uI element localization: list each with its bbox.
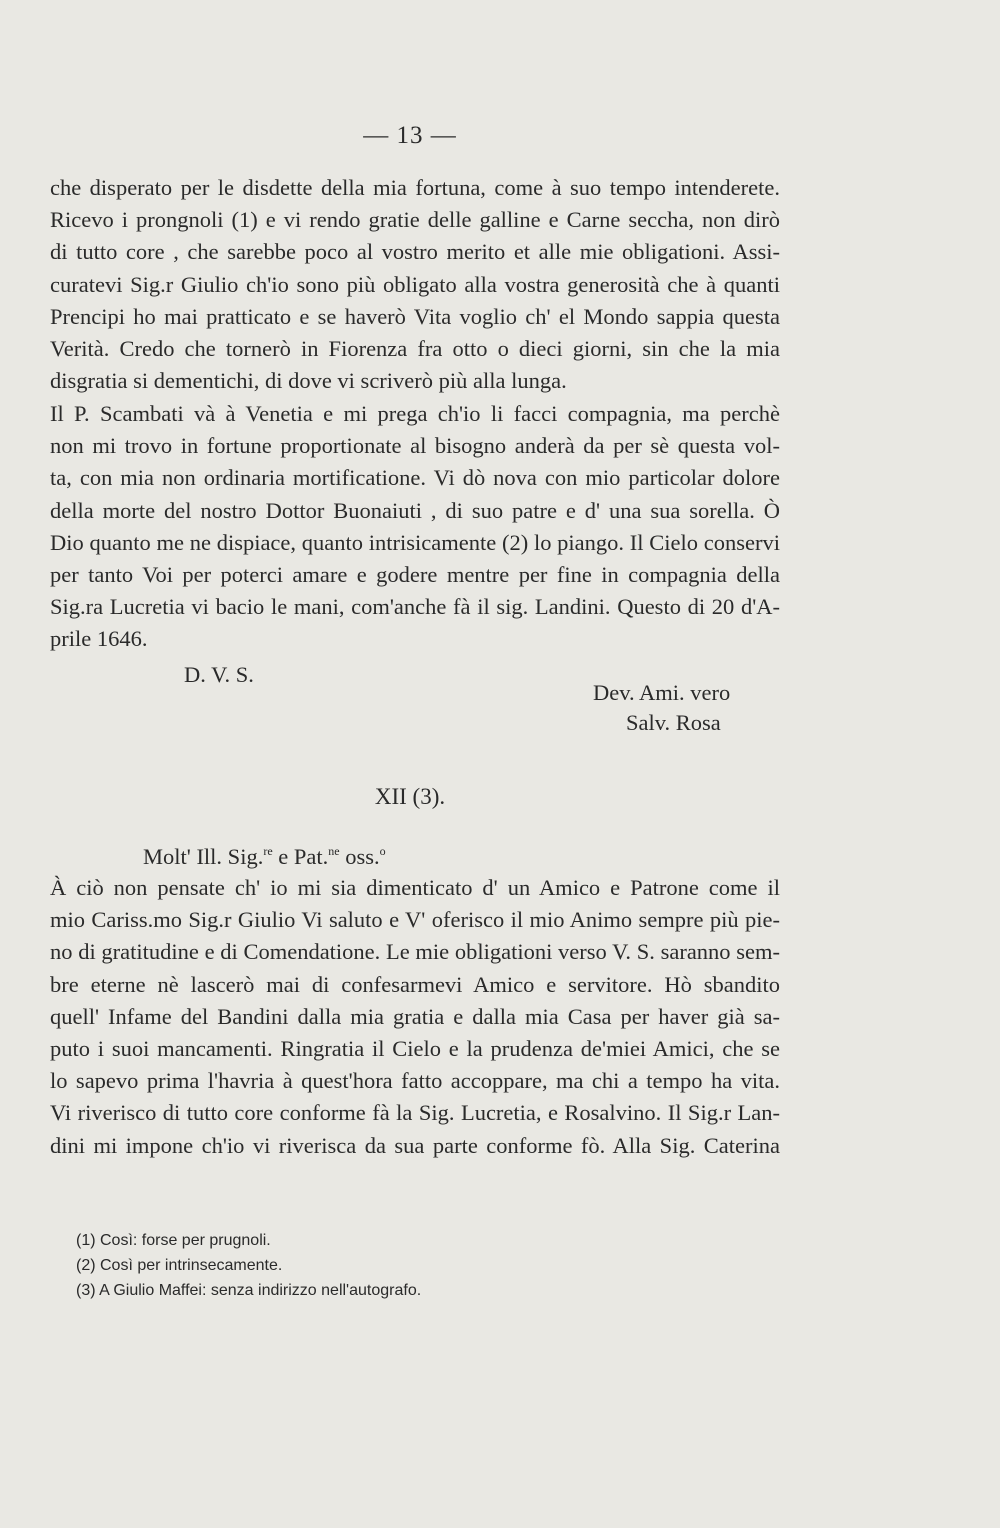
signature-line-1: Dev. Ami. vero	[593, 680, 731, 705]
text-line: bre eterne nè lascerò mai di confesarmevi Amico e servitore. Hò sbandito	[50, 971, 780, 997]
footnote-3: (3) A Giulio Maffei: senza indirizzo nell'autografo.	[76, 1282, 422, 1299]
text-line: Vi riverisco di tutto core conforme fà la Sig. Lucretia, e Rosalvino. Il Sig.r Lan-	[50, 1100, 780, 1126]
text-line: Sig.ra Lucretia vi bacio le mani, com'anche fà il sig. Landini. Questo di 20 d'A-	[50, 594, 780, 620]
closing-dvs: D. V. S.	[184, 662, 254, 687]
text-line: Il P. Scambati và à Venetia e mi prega ch'io li facci compagnia, ma perchè	[50, 401, 780, 426]
paragraph-2	[50, 398, 780, 656]
text-line: della morte del nostro Dottor Buonaiuti , di suo patre e d' una sua sorella. Ò	[50, 497, 780, 523]
text-line: lo sapevo prima l'havria à quest'hora fatto accoppare, ma chi a tempo ha vita.	[50, 1068, 780, 1094]
text-line: ta, con mia non ordinaria mortificatione. Vi dò nova con mio particolar dolore	[50, 465, 780, 491]
text-line: Verità. Credo che tornerò in Fiorenza fra otto o dieci giorni, sin che la mia	[50, 335, 780, 361]
text-line: Dio quanto me ne dispiace, quanto intrisicamente (2) lo piango. Il Cielo conservi	[50, 529, 780, 555]
paragraph-3	[50, 872, 780, 1162]
text-line: dini mi impone ch'io vi riverisca da sua parte conforme fò. Alla Sig. Caterina	[50, 1132, 780, 1158]
text-line: Ricevo i prongnoli (1) e vi rendo gratie delle galline e Carne seccha, non dirò	[50, 207, 780, 233]
paragraph-1	[50, 172, 780, 397]
text-line: puto i suoi mancamenti. Ringratia il Cielo e la prudenza de'miei Amici, che se	[50, 1035, 780, 1061]
text-line: curatevi Sig.r Giulio ch'io sono più obligato alla vostra generosità che à quanti	[50, 271, 780, 297]
text-line: di tutto core , che sarebbe poco al vostro merito et alle mie obligationi. Assi-	[50, 239, 780, 265]
text-line: prile 1646.	[50, 626, 148, 652]
page-number: — 13 —	[363, 122, 457, 149]
text-line: per tanto Voi per poterci amare e godere mentre per fine in compagnia della	[50, 561, 780, 587]
text-line: no di gratitudine e di Comendatione. Le mie obligationi verso V. S. saranno sem-	[50, 939, 780, 965]
footnote-2: (2) Così per intrinsecamente.	[76, 1257, 283, 1274]
letter-heading: XII (3).	[374, 784, 446, 809]
text-line: non mi trovo in fortune proportionate al bisogno anderà da per sè questa vol-	[50, 433, 780, 459]
text-line: Prencipi ho mai pratticato e se haverò Vita voglio ch' el Mondo sappia questa	[50, 303, 780, 329]
text-line: À ciò non pensate ch' io mi sia dimenticato d' un Amico e Patrone come il	[50, 875, 780, 900]
text-line: che disperato per le disdette della mia fortuna, come à suo tempo intenderete.	[50, 175, 780, 200]
footnotes	[76, 1228, 421, 1303]
text-line: mio Cariss.mo Sig.r Giulio Vi saluto e V' oferisco il mio Animo sempre più pie-	[50, 907, 780, 933]
salutation: Molt' Ill. Sig.$^{re}$ e Pat.$^{ne}$ oss.$^o$	[143, 844, 386, 869]
footnote-1: (1) Così: forse per prugnoli.	[76, 1232, 271, 1249]
text-line: disgratia si dementichi, di dove vi scriverò più alla lunga.	[50, 368, 567, 394]
text-line: quell' Infame del Bandini dalla mia gratia e dalla mia Casa per haver già sa-	[50, 1003, 780, 1029]
signature-line-2: Salv. Rosa	[626, 710, 721, 735]
